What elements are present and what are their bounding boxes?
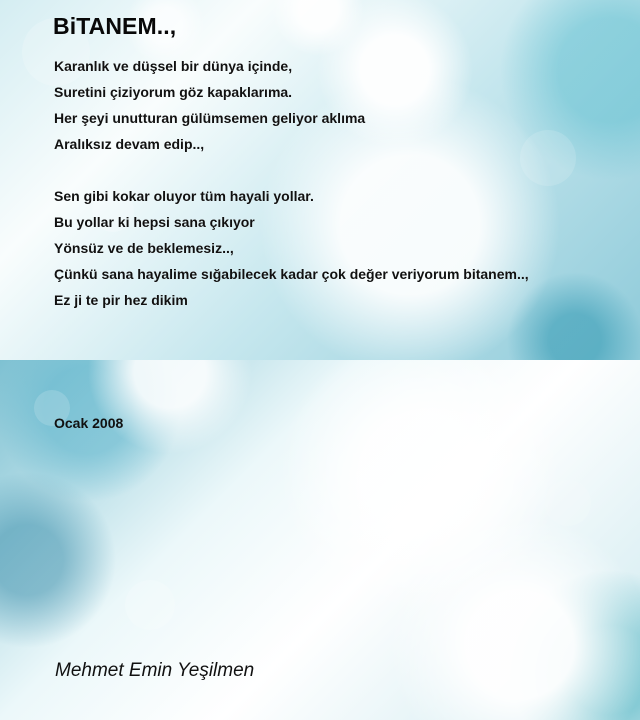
poem-bottom-panel	[0, 360, 640, 720]
poem-line: Çünkü sana hayalime sığabilecek kadar çok değer veriyorum bitanem..,	[54, 266, 529, 282]
poem-line: Sen gibi kokar oluyor tüm hayali yollar.	[54, 188, 314, 204]
poem-title: BiTANEM..,	[53, 13, 177, 39]
poem-line: Aralıksız devam edip..,	[54, 136, 205, 152]
poem-line: Karanlık ve düşsel bir dünya içinde,	[54, 58, 293, 74]
poem-author: Mehmet Emin Yeşilmen	[55, 660, 255, 681]
poem-line: Ez ji te pir hez dikim	[54, 292, 188, 308]
poem-body	[54, 53, 529, 313]
bokeh-circle	[125, 580, 175, 630]
bokeh-circle	[545, 480, 591, 526]
poem-line: Yönsüz ve de beklemesiz..,	[54, 240, 234, 256]
poem-line: Bu yollar ki hepsi sana çıkıyor	[54, 214, 255, 230]
poem-line: Suretini çiziyorum göz kapaklarıma.	[54, 84, 293, 100]
poem-date: Ocak 2008	[54, 415, 124, 431]
poem-line: Her şeyi unutturan gülümsemen geliyor aklıma	[54, 110, 366, 126]
stanza-break	[54, 157, 529, 183]
